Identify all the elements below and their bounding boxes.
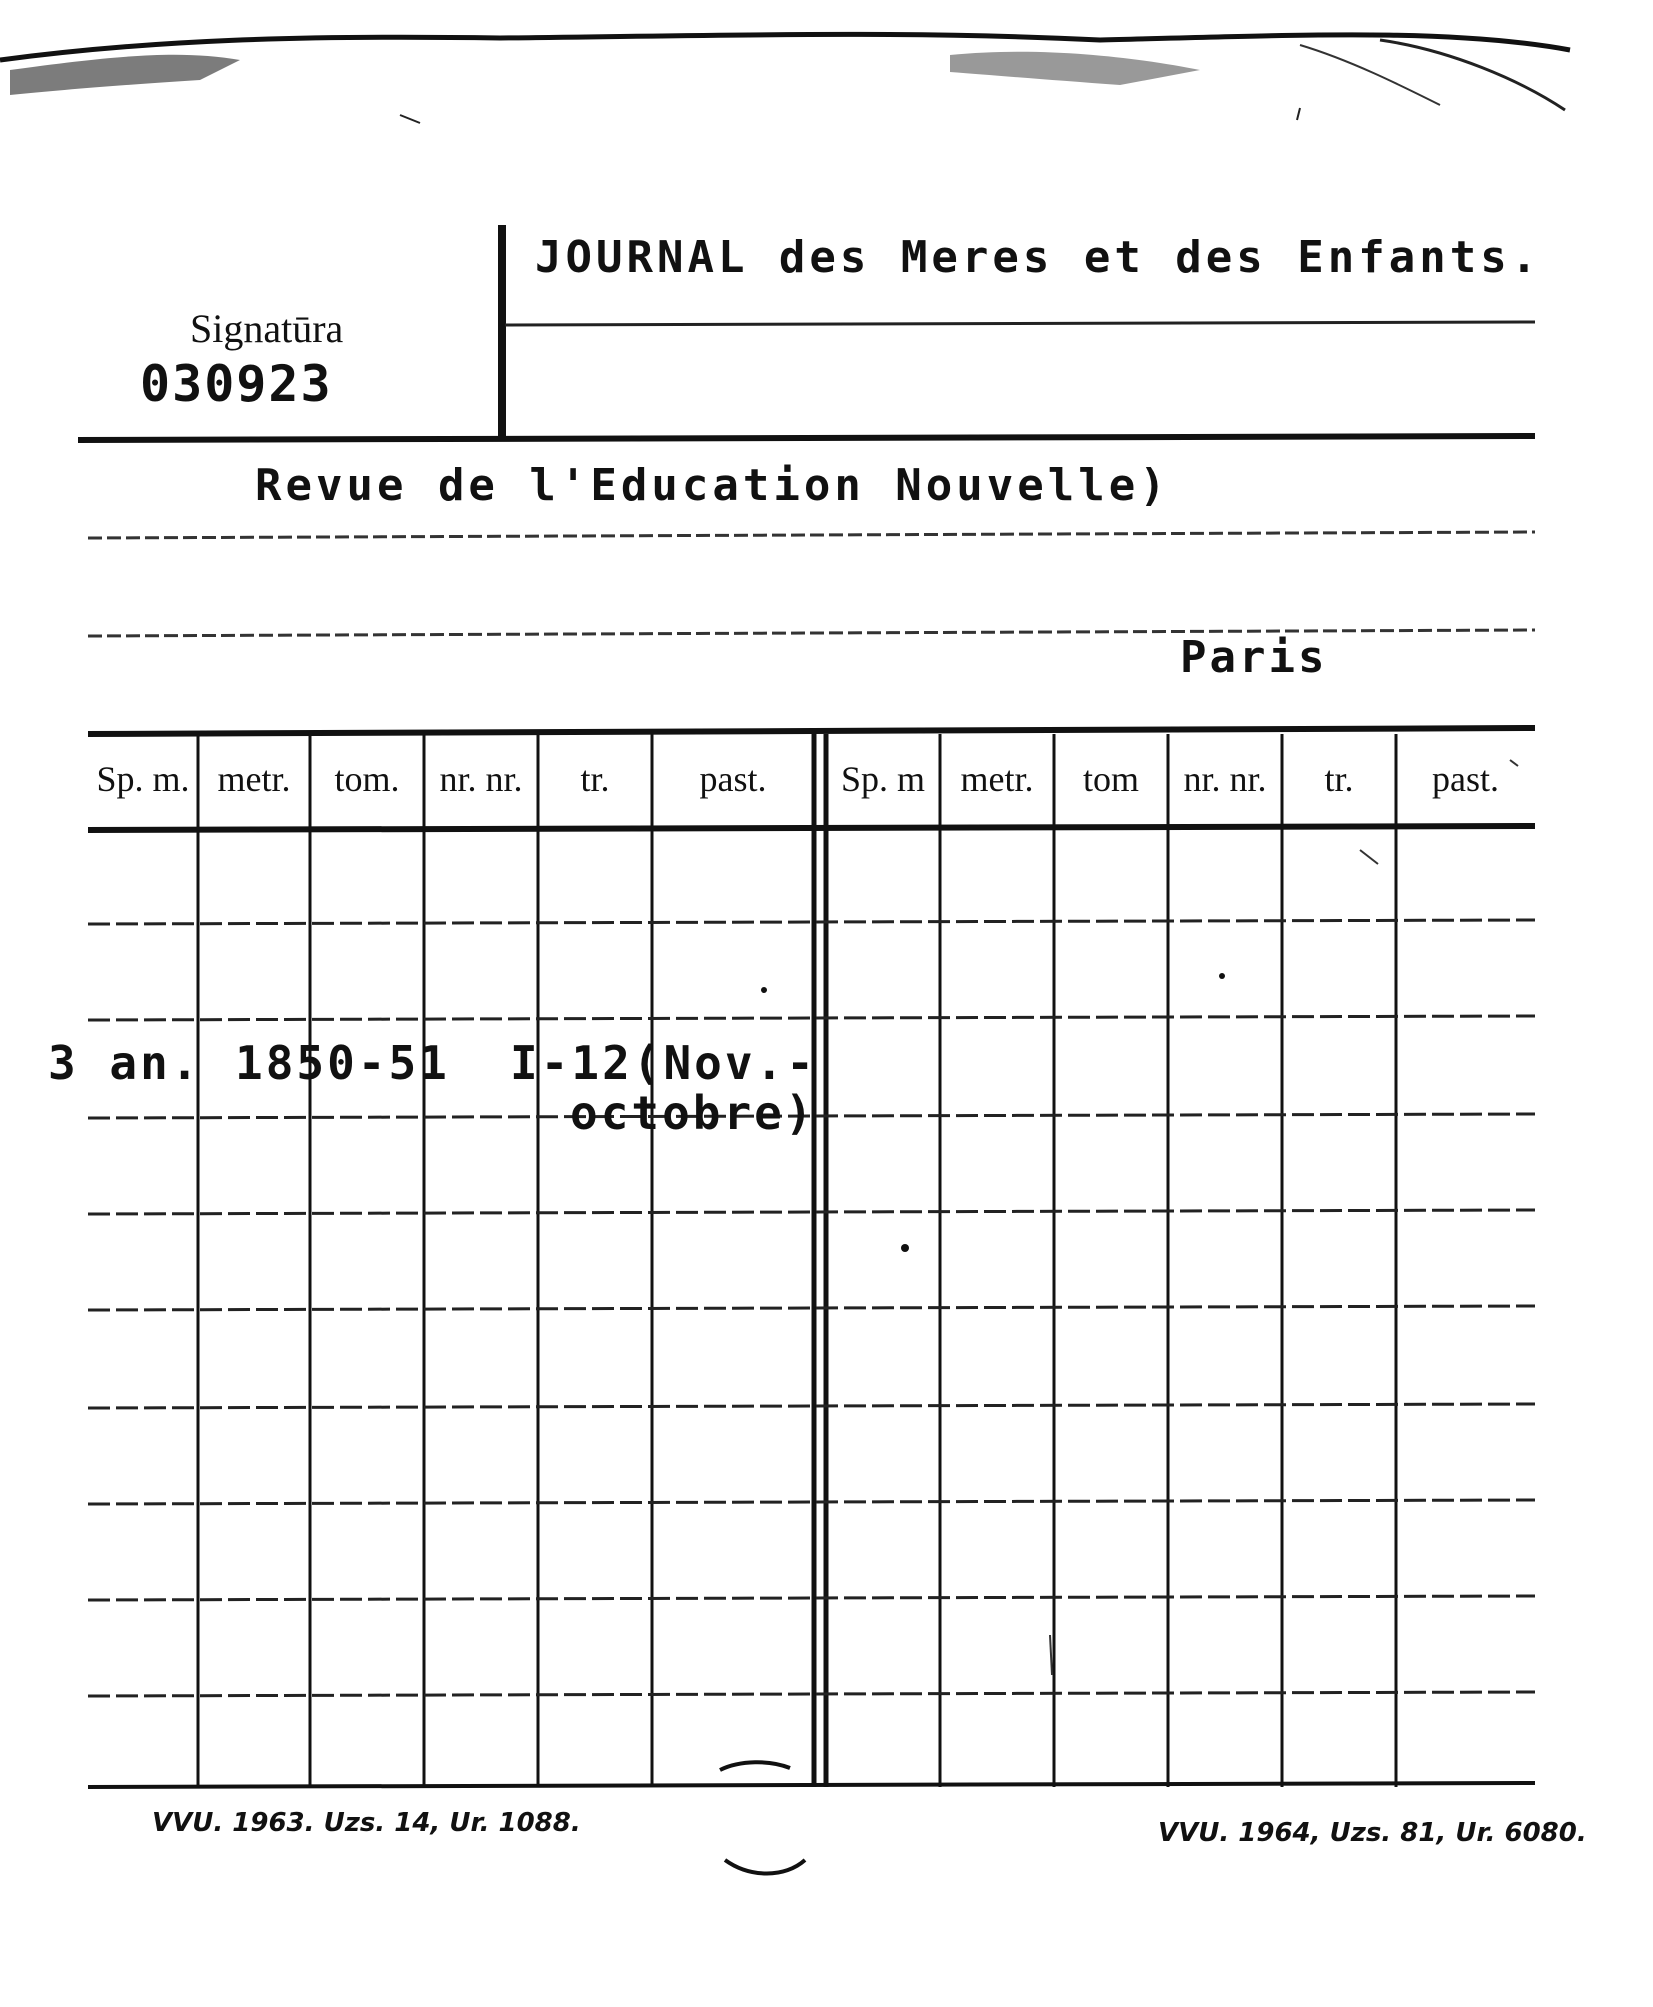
title-line-2: Revue de l'Education Nouvelle) — [255, 460, 1170, 511]
entry-tom: 1850-51 — [235, 1036, 450, 1090]
signature-label: Signatūra — [190, 306, 344, 351]
col-header-past-right: past. — [1432, 759, 1499, 799]
col-header-metr-left: metr. — [217, 759, 291, 799]
col-header-past-left: past. — [699, 759, 767, 799]
col-header-sp-m-left: Sp. m. — [96, 759, 190, 799]
col-header-nr-right: nr. nr. — [1183, 759, 1267, 799]
col-header-tr-left: tr. — [580, 759, 610, 799]
col-header-metr-right: metr. — [960, 759, 1034, 799]
entry-metr: 3 an. — [48, 1036, 202, 1090]
signature-number: 030923 — [140, 355, 333, 413]
entry-nr-continued: octobre) — [570, 1086, 816, 1140]
col-header-sp-m-right: Sp. m — [840, 759, 926, 799]
col-header-nr-left: nr. nr. — [439, 759, 523, 799]
accession-note-right: VVU. 1964, Uzs. 81, Ur. 6080. — [1158, 1818, 1587, 1848]
accession-note-left: VVU. 1963. Uzs. 14, Ur. 1088. — [152, 1808, 581, 1838]
title-line-1: JOURNAL des Meres et des Enfants. — [535, 232, 1542, 283]
col-header-tom-left: tom. — [334, 759, 400, 799]
entry-nr: I-12(Nov.- — [510, 1036, 817, 1090]
col-header-tom-right: tom — [1082, 759, 1139, 799]
col-header-tr-right: tr. — [1324, 759, 1354, 799]
place-of-publication: Paris — [1180, 632, 1328, 683]
